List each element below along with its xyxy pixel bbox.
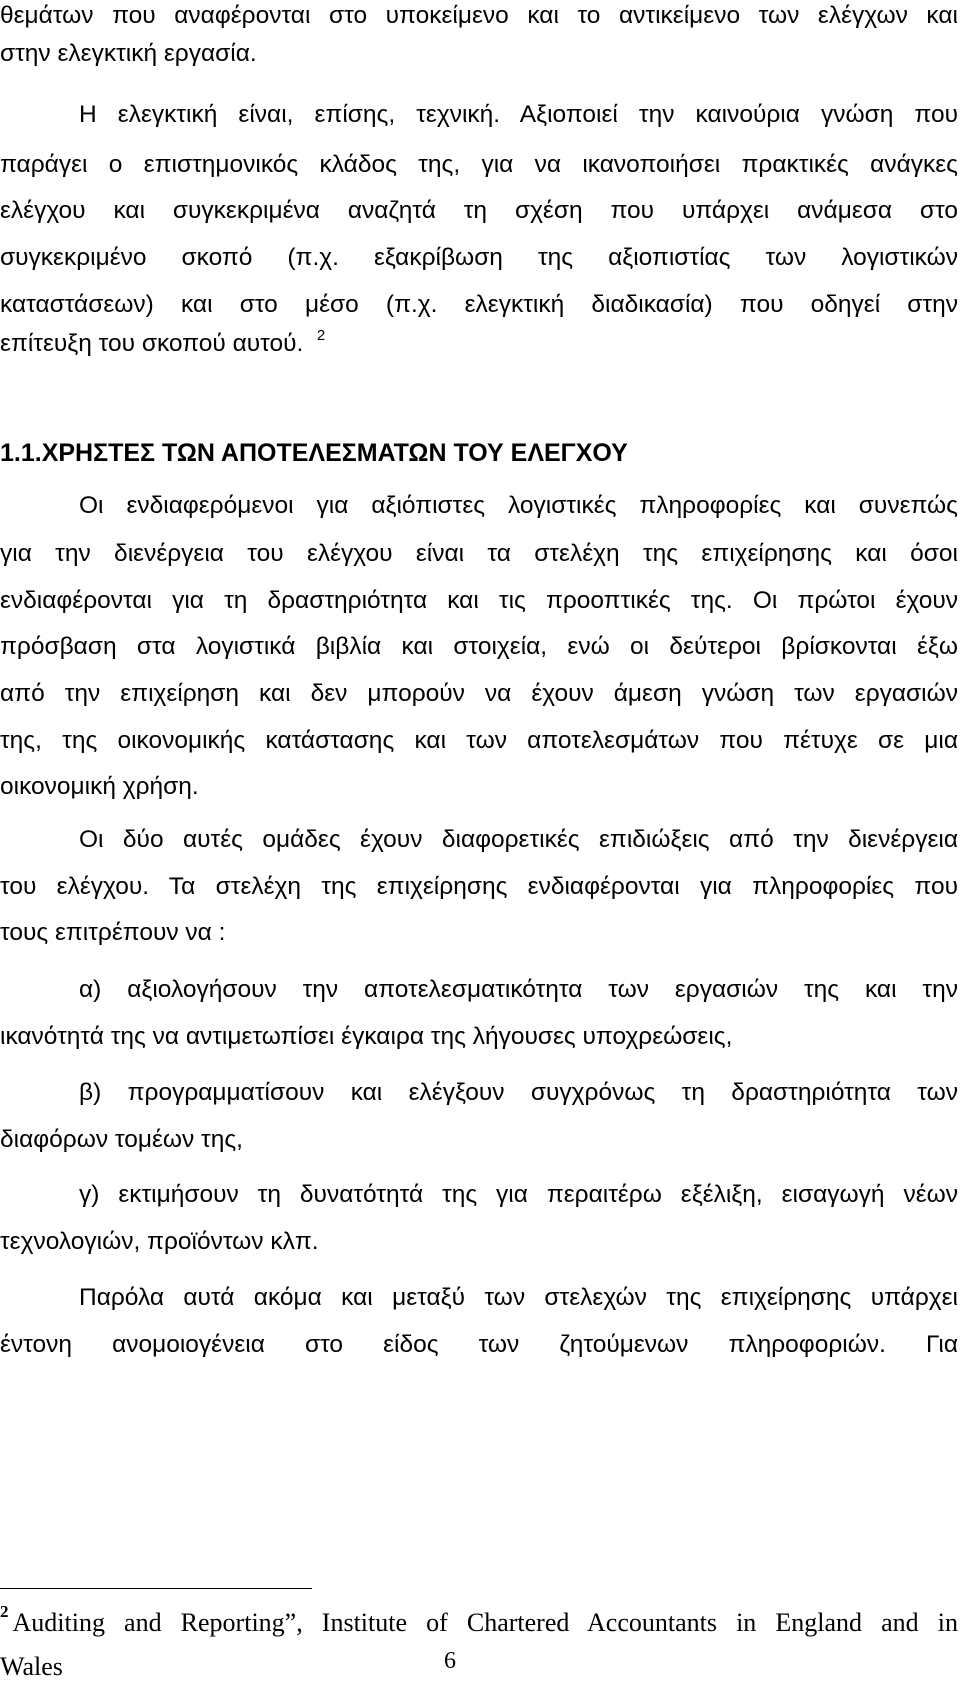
footnote-divider	[0, 1588, 312, 1589]
page-number: 6	[444, 1648, 456, 1674]
footnote-text: Auditing and Reporting”, Institute of Chartered Accountants in England and in	[12, 1608, 958, 1637]
paragraph-line: Η ελεγκτική είναι, επίσης, τεχνική. Αξιοποιεί την καινούρια γνώση που	[79, 101, 958, 128]
paragraph-line: συγκεκριμένο σκοπό (π.χ. εξακρίβωση της αξιοπιστίας των λογιστικών	[0, 244, 958, 271]
footnote-continuation: Wales	[0, 1652, 63, 1681]
list-item-line: β) προγραμματίσουν και ελέγξουν συγχρόνως τη δραστηριότητα των	[79, 1079, 958, 1106]
paragraph-line: θεμάτων που αναφέρονται στο υποκείμενο και το αντικείμενο των ελέγχων και	[0, 2, 958, 29]
list-item-line: γ) εκτιμήσουν τη δυνατότητά της για περαιτέρω εξέλιξη, εισαγωγή νέων	[79, 1181, 958, 1208]
paragraph-line: Οι δύο αυτές ομάδες έχουν διαφορετικές επιδιώξεις από την διενέργεια	[79, 826, 958, 853]
paragraph-text: επίτευξη του σκοπού αυτού.	[0, 330, 304, 357]
list-item-line: τεχνολογιών, προϊόντων κλπ.	[0, 1228, 319, 1255]
paragraph-line: στην ελεγκτική εργασία.	[0, 40, 257, 67]
paragraph-line: ενδιαφέρονται για τη δραστηριότητα και τις προοπτικές της. Οι πρώτοι έχουν	[0, 587, 958, 614]
paragraph-line: του ελέγχου. Τα στελέχη της επιχείρησης ενδιαφέρονται για πληροφορίες που	[0, 873, 958, 900]
paragraph-line: οικονομική χρήση.	[0, 773, 199, 800]
list-item-line: α) αξιολογήσουν την αποτελεσματικότητα των εργασιών της και την	[79, 976, 958, 1003]
paragraph-line: έντονη ανομοιογένεια στο είδος των ζητούμενων πληροφοριών. Για	[0, 1331, 958, 1358]
paragraph-line: για την διενέργεια του ελέγχου είναι τα στελέχη της επιχείρησης και όσοι	[0, 540, 958, 567]
paragraph-line: τους επιτρέπουν να :	[0, 919, 226, 946]
paragraph-line: ελέγχου και συγκεκριμένα αναζητά τη σχέση που υπάρχει ανάμεσα στο	[0, 197, 958, 224]
section-heading: 1.1.ΧΡΗΣΤΕΣ ΤΩΝ ΑΠΟΤΕΛΕΣΜΑΤΩΝ ΤΟΥ ΕΛΕΓΧΟΥ	[0, 439, 628, 467]
paragraph-line: Οι ενδιαφερόμενοι για αξιόπιστες λογιστικές πληροφορίες και συνεπώς	[79, 492, 958, 519]
paragraph-line: πρόσβαση στα λογιστικά βιβλία και στοιχεία, ενώ οι δεύτεροι βρίσκονται έξω	[0, 633, 958, 660]
footnote	[0, 1602, 958, 1643]
paragraph-line: παράγει ο επιστημονικός κλάδος της, για να ικανοποιήσει πρακτικές ανάγκες	[0, 151, 958, 178]
list-item-line: ικανότητά της να αντιμετωπίσει έγκαιρα της λήγουσες υποχρεώσεις,	[0, 1023, 733, 1050]
paragraph-line: καταστάσεων) και στο μέσο (π.χ. ελεγκτική διαδικασία) που οδηγεί στην	[0, 291, 958, 318]
footnote-reference: 2	[316, 327, 326, 344]
list-item-line: διαφόρων τομέων της,	[0, 1126, 243, 1153]
paragraph-line: από την επιχείρηση και δεν μπορούν να έχουν άμεση γνώση των εργασιών	[0, 680, 958, 707]
paragraph-line: Παρόλα αυτά ακόμα και μεταξύ των στελεχών της επιχείρησης υπάρχει	[79, 1284, 958, 1311]
paragraph-line	[0, 328, 958, 363]
footnote-number: 2	[0, 1602, 9, 1621]
paragraph-line: της, της οικονομικής κατάστασης και των αποτελεσμάτων που πέτυχε σε μια	[0, 727, 958, 754]
